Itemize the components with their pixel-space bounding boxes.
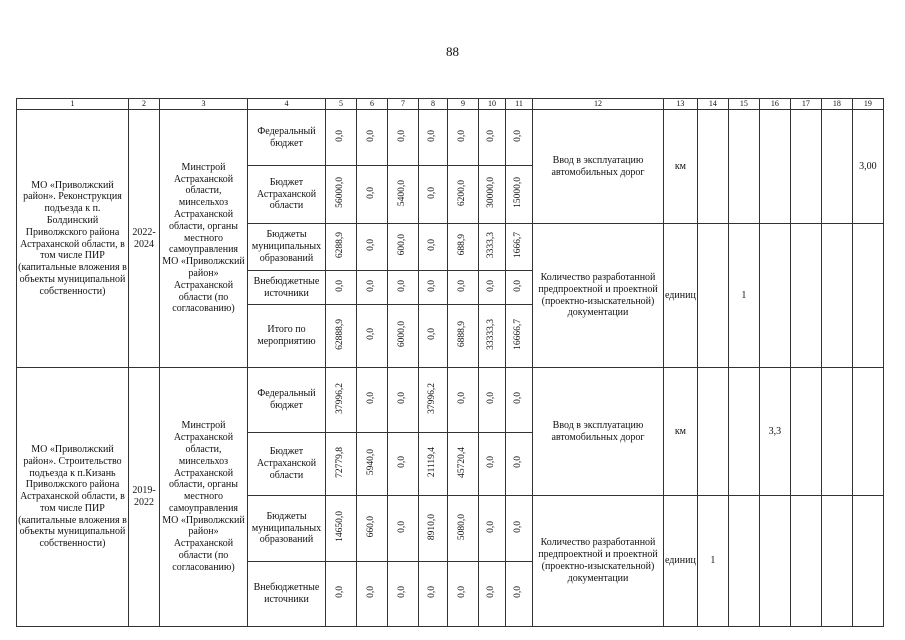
funding-value	[388, 224, 419, 271]
program-table	[16, 98, 884, 627]
indicator-value	[790, 496, 821, 627]
funding-value	[448, 433, 479, 496]
indicator-value	[790, 110, 821, 224]
funding-source: Федеральный бюджет	[248, 110, 326, 166]
indicator-value: 1	[697, 496, 728, 627]
funding-source: Бюджет Астраханской области	[248, 166, 326, 224]
indicator-value	[728, 368, 759, 496]
value-text: 0,0	[397, 520, 408, 533]
column-number: 17	[790, 99, 821, 110]
table-row	[17, 368, 884, 433]
funding-value	[419, 496, 448, 562]
value-text: 3333,3	[486, 232, 497, 259]
funding-value	[479, 305, 506, 368]
indicator-value	[790, 368, 821, 496]
funding-value	[388, 166, 419, 224]
funding-value	[357, 368, 388, 433]
value-text: 0,0	[486, 392, 497, 405]
value-text: 0,0	[427, 328, 438, 341]
value-text: 0,0	[427, 239, 438, 252]
value-text: 0,0	[366, 129, 377, 142]
funding-value	[506, 496, 533, 562]
value-text: 0,0	[427, 129, 438, 142]
funding-source: Бюджет Астраханской области	[248, 433, 326, 496]
indicator-value	[852, 224, 883, 368]
value-text: 0,0	[513, 129, 524, 142]
funding-value	[479, 166, 506, 224]
indicator-value: 3,00	[852, 110, 883, 224]
indicator-value	[790, 224, 821, 368]
funding-value	[388, 496, 419, 562]
column-number: 10	[479, 99, 506, 110]
value-text: 0,0	[513, 279, 524, 292]
indicator-name: Ввод в эксплуатацию автомобильных дорог	[533, 368, 664, 496]
funding-value	[419, 562, 448, 627]
funding-value	[479, 224, 506, 271]
measure-name: МО «Приволжский район». Строительство подъезда к п.Кизань Приволжского района Астраханской области, в том числе ПИР (капитальные вложения в объекты муниципальной собственности)	[17, 368, 129, 627]
value-text: 0,0	[397, 392, 408, 405]
funding-value	[326, 305, 357, 368]
funding-value	[506, 562, 533, 627]
indicator-value	[759, 110, 790, 224]
value-text: 15000,0	[513, 177, 524, 209]
value-text: 0,0	[486, 456, 497, 469]
funding-value	[448, 166, 479, 224]
funding-value	[506, 271, 533, 305]
value-text: 37996,2	[427, 382, 438, 414]
funding-value	[357, 166, 388, 224]
funding-value	[506, 166, 533, 224]
period: 2022-2024	[129, 110, 160, 368]
funding-source: Внебюджетные источники	[248, 562, 326, 627]
funding-value	[326, 271, 357, 305]
column-number: 8	[419, 99, 448, 110]
funding-value	[357, 562, 388, 627]
value-text: 5080,0	[457, 513, 468, 540]
funding-value	[388, 433, 419, 496]
funding-value	[448, 305, 479, 368]
funding-value	[357, 271, 388, 305]
value-text: 56000,0	[335, 177, 346, 209]
indicator-value	[697, 110, 728, 224]
value-text: 600,0	[397, 234, 408, 256]
funding-value	[326, 562, 357, 627]
value-text: 0,0	[427, 279, 438, 292]
indicator-name: Количество разработанной предпроектной и проектной (проектно-изыскательной) документации	[533, 496, 664, 627]
value-text: 0,0	[335, 129, 346, 142]
value-text: 6000,0	[397, 321, 408, 348]
funding-value	[388, 271, 419, 305]
value-text: 8910,0	[427, 513, 438, 540]
funding-value	[326, 368, 357, 433]
value-text: 0,0	[366, 279, 377, 292]
indicator-value: 3,3	[759, 368, 790, 496]
indicator-value	[759, 224, 790, 368]
value-text: 6288,9	[335, 232, 346, 259]
column-number: 11	[506, 99, 533, 110]
funding-source: Бюджеты муниципальных образований	[248, 224, 326, 271]
executor: Минстрой Астраханской области, минсельхоз Астраханской области, органы местного самоуправления МО «Приволжский район» Астраханской области (по согласованию)	[160, 368, 248, 627]
funding-value	[479, 271, 506, 305]
funding-value	[326, 110, 357, 166]
funding-value	[479, 433, 506, 496]
funding-value	[357, 224, 388, 271]
value-text: 21119,4	[427, 447, 438, 478]
funding-value	[326, 166, 357, 224]
funding-value	[357, 433, 388, 496]
indicator-value	[821, 110, 852, 224]
value-text: 0,0	[513, 520, 524, 533]
indicator-value: 1	[728, 224, 759, 368]
value-text: 5940,0	[366, 449, 377, 476]
value-text: 660,0	[366, 515, 377, 538]
funding-value	[388, 110, 419, 166]
value-text: 0,0	[366, 239, 377, 252]
unit: единиц	[664, 224, 698, 368]
funding-value	[388, 305, 419, 368]
funding-value	[326, 496, 357, 562]
header-row	[17, 99, 884, 110]
funding-value	[388, 368, 419, 433]
funding-value	[419, 271, 448, 305]
value-text: 0,0	[513, 392, 524, 405]
column-number: 2	[129, 99, 160, 110]
column-number: 5	[326, 99, 357, 110]
value-text: 0,0	[486, 129, 497, 142]
indicator-value	[821, 496, 852, 627]
indicator-value	[697, 368, 728, 496]
indicator-value	[728, 110, 759, 224]
funding-value	[448, 271, 479, 305]
column-number: 3	[160, 99, 248, 110]
funding-value	[506, 110, 533, 166]
funding-source: Итого по мероприятию	[248, 305, 326, 368]
funding-value	[479, 562, 506, 627]
value-text: 0,0	[427, 186, 438, 199]
value-text: 0,0	[457, 586, 468, 599]
indicator-value	[697, 224, 728, 368]
value-text: 688,9	[457, 234, 468, 256]
funding-value	[419, 224, 448, 271]
column-number: 18	[821, 99, 852, 110]
indicator-value	[728, 496, 759, 627]
funding-value	[448, 110, 479, 166]
funding-value	[388, 562, 419, 627]
table-row	[17, 110, 884, 166]
value-text: 33333,3	[486, 318, 497, 350]
funding-value	[419, 166, 448, 224]
funding-value	[448, 224, 479, 271]
value-text: 0,0	[366, 186, 377, 199]
column-number: 4	[248, 99, 326, 110]
value-text: 45720,4	[457, 446, 468, 478]
funding-source: Внебюджетные источники	[248, 271, 326, 305]
value-text: 5400,0	[397, 179, 408, 206]
indicator-value	[821, 224, 852, 368]
value-text: 0,0	[335, 586, 346, 599]
indicator-value	[852, 496, 883, 627]
value-text: 0,0	[427, 586, 438, 599]
value-text: 62888,9	[335, 318, 346, 350]
column-number: 16	[759, 99, 790, 110]
value-text: 0,0	[366, 328, 377, 341]
indicator-value	[759, 496, 790, 627]
funding-value	[506, 433, 533, 496]
funding-value	[357, 110, 388, 166]
value-text: 0,0	[457, 129, 468, 142]
column-number: 14	[697, 99, 728, 110]
funding-value	[419, 305, 448, 368]
funding-value	[479, 496, 506, 562]
value-text: 0,0	[457, 392, 468, 405]
column-number: 6	[357, 99, 388, 110]
value-text: 0,0	[486, 586, 497, 599]
period: 2019-2022	[129, 368, 160, 627]
value-text: 0,0	[335, 279, 346, 292]
value-text: 37996,2	[335, 382, 346, 414]
funding-value	[479, 110, 506, 166]
unit: единиц	[664, 496, 698, 627]
page-number: 88	[446, 44, 459, 59]
value-text: 1666,7	[513, 232, 524, 259]
value-text: 0,0	[397, 586, 408, 599]
column-number: 9	[448, 99, 479, 110]
value-text: 0,0	[513, 586, 524, 599]
value-text: 0,0	[366, 392, 377, 405]
column-number: 19	[852, 99, 883, 110]
indicator-name: Ввод в эксплуатацию автомобильных дорог	[533, 110, 664, 224]
funding-value	[506, 305, 533, 368]
value-text: 0,0	[486, 520, 497, 533]
funding-value	[326, 433, 357, 496]
funding-value	[448, 562, 479, 627]
funding-value	[419, 368, 448, 433]
column-number: 12	[533, 99, 664, 110]
funding-value	[506, 224, 533, 271]
funding-value	[357, 496, 388, 562]
value-text: 0,0	[397, 279, 408, 292]
value-text: 0,0	[457, 279, 468, 292]
value-text: 0,0	[397, 456, 408, 469]
indicator-value	[852, 368, 883, 496]
unit: км	[664, 110, 698, 224]
value-text: 0,0	[397, 129, 408, 142]
value-text: 0,0	[513, 456, 524, 469]
value-text: 30000,0	[486, 177, 497, 209]
measure-name: МО «Приволжский район». Реконструкция подъезда к п. Болдинский Приволжского района Астраханской области, в том числе ПИР (капитальные вложения в объекты муниципальной собственности)	[17, 110, 129, 368]
column-number: 1	[17, 99, 129, 110]
column-number: 15	[728, 99, 759, 110]
funding-value	[357, 305, 388, 368]
unit: км	[664, 368, 698, 496]
value-text: 16666,7	[513, 318, 524, 350]
value-text: 72779,8	[335, 446, 346, 478]
funding-value	[448, 368, 479, 433]
value-text: 0,0	[486, 279, 497, 292]
funding-value	[326, 224, 357, 271]
column-number: 13	[664, 99, 698, 110]
funding-source: Бюджеты муниципальных образований	[248, 496, 326, 562]
indicator-name: Количество разработанной предпроектной и проектной (проектно-изыскательной) документации	[533, 224, 664, 368]
funding-value	[506, 368, 533, 433]
column-number: 7	[388, 99, 419, 110]
value-text: 0,0	[366, 586, 377, 599]
executor: Минстрой Астраханской области, минсельхоз Астраханской области, органы местного самоуправления МО «Приволжский район» Астраханской области (по согласованию)	[160, 110, 248, 368]
indicator-value	[821, 368, 852, 496]
funding-value	[448, 496, 479, 562]
funding-value	[419, 110, 448, 166]
funding-value	[419, 433, 448, 496]
funding-value	[479, 368, 506, 433]
value-text: 14650,0	[335, 511, 346, 543]
value-text: 6200,0	[457, 179, 468, 206]
value-text: 6888,9	[457, 321, 468, 348]
funding-source: Федеральный бюджет	[248, 368, 326, 433]
